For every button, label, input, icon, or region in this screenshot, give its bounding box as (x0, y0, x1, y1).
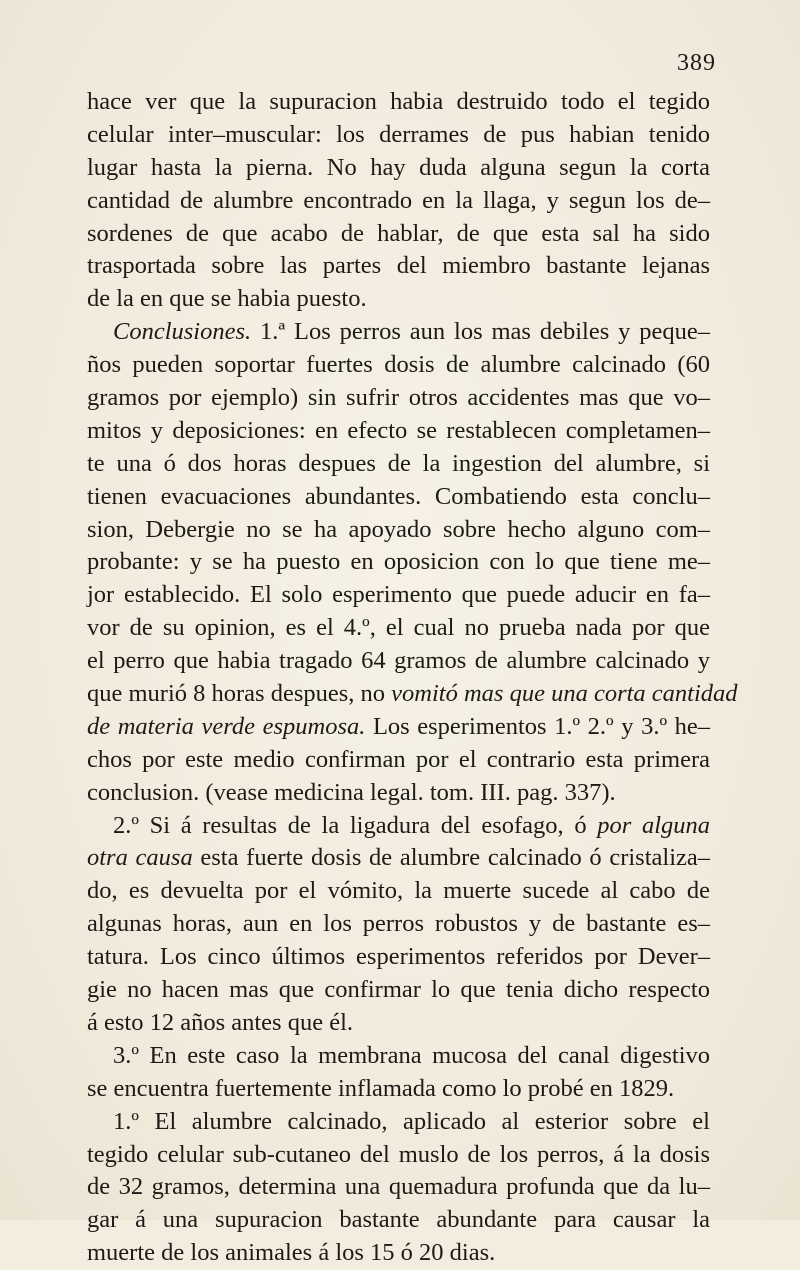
text-segment: que murió 8 horas despues, no (87, 680, 392, 708)
text-line: vor de su opinion, es el 4.º, el cual no prueba nada por que (87, 614, 710, 642)
text-line: 1.º El alumbre calcinado, aplicado al esterior sobre el (113, 1107, 710, 1135)
text-segment: 1.ª Los perros aun los mas debiles y peque– (251, 318, 710, 346)
text-line: gie no hacen mas que confirmar lo que tenia dicho respecto (87, 976, 710, 1004)
text-line: trasportada sobre las partes del miembro bastante lejanas (87, 252, 710, 280)
body-text (87, 86, 738, 1270)
text-line: mitos y deposiciones: en efecto se restablecen completamen– (87, 416, 710, 444)
text-line: hace ver que la supuracion habia destruido todo el tegido (87, 88, 710, 115)
text-line: ños pueden soportar fuertes dosis de alumbre calcinado (60 (87, 351, 710, 379)
text-line (87, 842, 710, 875)
text-segment: Los esperimentos 1.º 2.º y 3.º he– (365, 712, 710, 740)
text-line: lugar hasta la pierna. No hay duda alguna segun la corta (87, 153, 710, 181)
italic-segment: vomitó mas que una corta cantidad (391, 680, 738, 708)
text-line (87, 810, 710, 843)
text-line (87, 678, 738, 711)
text-line: de la en que se habia puesto. (87, 285, 367, 313)
text-line: gar á una supuracion bastante abundante para causar la (87, 1206, 710, 1234)
text-line: te una ó dos horas despues de la ingestion del alumbre, si (87, 449, 710, 477)
text-line: tienen evacuaciones abundantes. Combatiendo esta conclu– (87, 482, 710, 510)
text-line (87, 316, 710, 349)
italic-segment: otra causa (87, 844, 193, 872)
text-line: conclusion. (vease medicina legal. tom. III. pag. 337). (87, 778, 616, 806)
text-line: 3.º En este caso la membrana mucosa del canal digestivo (113, 1041, 710, 1069)
text-line: probante: y se ha puesto en oposicion con lo que tiene me– (87, 548, 710, 576)
text-line: cantidad de alumbre encontrado en la llaga, y segun los de– (87, 186, 710, 214)
text-line: muerte de los animales á los 15 ó 20 dias. (87, 1239, 496, 1267)
italic-segment: por alguna (597, 811, 710, 839)
text-line: se encuentra fuertemente inflamada como lo probé en 1829. (87, 1074, 675, 1102)
text-line: de 32 gramos, determina una quemadura profunda que da lu– (87, 1173, 710, 1201)
text-segment: esta fuerte dosis de alumbre calcinado ó cristaliza– (192, 844, 711, 872)
text-line: gramos por ejemplo) sin sufrir otros accidentes mas que vo– (87, 384, 710, 412)
text-line: tegido celular sub-cutaneo del muslo de los perros, á la dosis (87, 1140, 710, 1168)
text-line: do, es devuelta por el vómito, la muerte sucede al cabo de (87, 877, 710, 905)
text-line (87, 711, 710, 744)
text-line: sordenes de que acabo de hablar, de que esta sal ha sido (87, 219, 710, 247)
page-number: 389 (677, 50, 716, 76)
text-line: algunas horas, aun en los perros robustos y de bastante es– (87, 910, 710, 938)
text-line: chos por este medio confirman por el contrario esta primera (87, 745, 710, 773)
text-line: á esto 12 años antes que él. (87, 1008, 354, 1036)
text-segment: 2.º Si á resultas de la ligadura del esofago, ó (113, 811, 598, 839)
text-line: celular inter–muscular: los derrames de pus habian tenido (87, 120, 710, 148)
italic-segment: de materia verde espumosa. (87, 712, 366, 740)
section-heading-conclusiones: Conclusiones. (113, 318, 252, 346)
text-line: sion, Debergie no se ha apoyado sobre hecho alguno com– (87, 515, 710, 543)
text-line: jor establecido. El solo esperimento que puede aducir en fa– (87, 581, 710, 609)
text-line: el perro que habia tragado 64 gramos de alumbre calcinado y (87, 647, 710, 675)
text-line: tatura. Los cinco últimos esperimentos referidos por Dever– (87, 943, 710, 971)
